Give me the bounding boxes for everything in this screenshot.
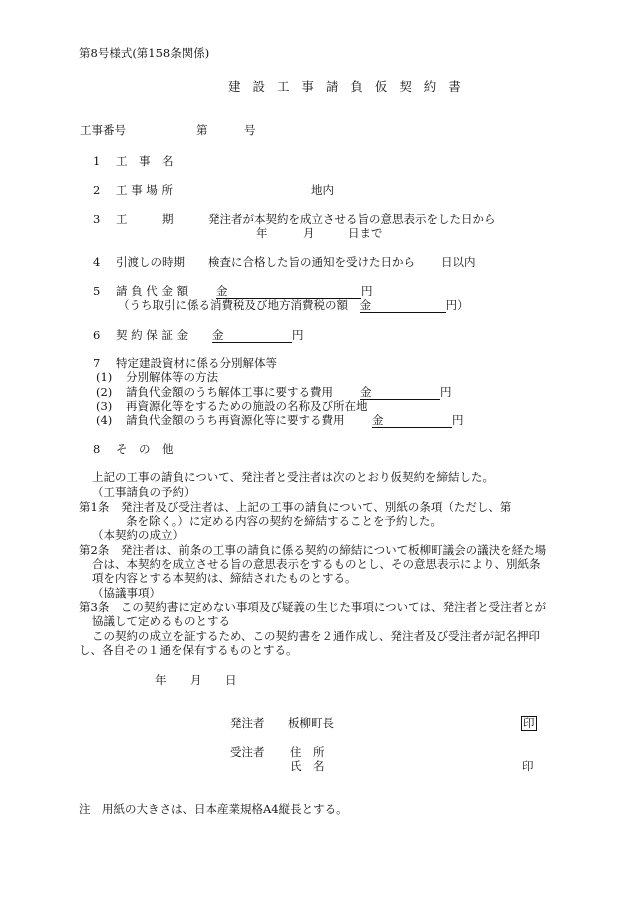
item-7-sub-2-number: (2): [96, 385, 113, 399]
item-4-number: 4: [93, 255, 101, 269]
contract-amount-kin: 金: [216, 284, 228, 298]
item-7-number: 7: [93, 356, 101, 370]
item-3-label: 工 期: [116, 212, 174, 226]
item-2-suffix: 地内: [311, 183, 334, 197]
guarantee-yen: 円: [292, 328, 304, 342]
item-3-month: 月: [303, 226, 315, 240]
recycling-cost-field[interactable]: [372, 413, 464, 428]
item-7-label: 特定建設資材に係る分別解体等: [116, 356, 277, 370]
item-3-year: 年: [256, 226, 268, 240]
clause-2-line-3: 項を内容とする本契約は、締結されたものとする。: [92, 571, 357, 585]
paper-size-note: 注 用紙の大きさは、日本産業規格A4縦長とする。: [79, 802, 348, 816]
item-1-label: 工 事 名: [116, 154, 174, 168]
item-3-number: 3: [93, 212, 101, 226]
contractor-address-label: 住 所: [290, 745, 325, 759]
item-4-text: 検査に合格した旨の通知を受けた日から: [208, 255, 415, 269]
guarantee-underline: [212, 328, 292, 343]
clause-2-line-2: 合は、本契約を成立させる旨の意思表示をするものとし、その意思表示により、別紙条: [92, 557, 541, 571]
closing-line-1: この契約の成立を証するため、この契約書を２通作成し、発注者及び受注者が記名押印: [92, 629, 541, 643]
item-4-suffix: 日以内: [441, 255, 476, 269]
form-label: 第8号様式(第158条関係): [79, 46, 210, 60]
recycling-cost-underline: [372, 413, 452, 428]
clause-3-line-1: 第3条 この契約書に定めない事項及び疑義の生じた事項については、発注者と受注者とが: [79, 600, 547, 614]
item-2-label: 工 事 場 所: [116, 183, 173, 197]
clause-3-heading: （協議事項）: [92, 586, 161, 600]
item-2-number: 2: [93, 183, 101, 197]
construction-no-label: 工事番号: [80, 123, 126, 137]
tax-amount-yen: 円）: [445, 298, 469, 312]
date-year: 年: [155, 673, 167, 687]
item-5-number: 5: [93, 284, 101, 298]
item-3-day-end: 日まで: [348, 226, 383, 240]
item-7-sub-1-number: (1): [96, 370, 113, 384]
body-intro: 上記の工事の請負について、発注者と受注者は次のとおり仮契約を締結した。: [92, 470, 495, 484]
closing-line-2: し、各自その１通を保有するものとする。: [79, 643, 298, 657]
item-6-label: 契 約 保 証 金: [116, 328, 189, 342]
item-5-label: 請 負 代 金 額: [116, 284, 189, 298]
contract-amount-yen: 円: [361, 284, 373, 298]
date-month: 月: [190, 673, 202, 687]
demolition-cost-field[interactable]: [360, 385, 452, 400]
contractor-label: 受注者: [230, 745, 265, 759]
clause-2-heading: （本契約の成立）: [92, 528, 184, 542]
contractor-seal-mark: 印: [522, 759, 534, 773]
guarantee-kin: 金: [212, 328, 224, 342]
orderer-seal-mark: 印: [523, 716, 535, 730]
item-6-number: 6: [93, 328, 101, 342]
clause-1-line-2: 条を除く。）に定める内容の契約を締結することを予約した。: [126, 514, 443, 528]
document-title: 建 設 工 事 請 負 仮 契 約 書: [228, 79, 465, 94]
tax-amount-kin: 金: [359, 298, 372, 312]
clause-1-heading: （工事請負の予約）: [92, 485, 196, 499]
item-7-sub-4-number: (4): [96, 413, 113, 427]
demolition-cost-underline: [360, 385, 440, 400]
item-7-sub-3-text: 再資源化等をするための施設の名称及び所在地: [126, 399, 368, 413]
item-8-number: 8: [93, 442, 101, 456]
contractor-name-label: 氏 名: [290, 759, 325, 773]
date-day: 日: [225, 673, 237, 687]
tax-amount-prefix: （うち取引に係る消費税及び地方消費税の額: [118, 298, 348, 312]
guarantee-field[interactable]: [212, 328, 304, 343]
demolition-cost-kin: 金: [360, 385, 372, 399]
item-7-sub-4-text: 請負代金額のうち再資源化等に要する費用: [126, 413, 345, 427]
tax-amount-underline: [360, 298, 446, 313]
clause-3-line-2: 協議して定めるものとする: [92, 614, 230, 628]
clause-2-line-1: 第2条 発注者は、前条の工事の請負に係る契約の締結について板柳町議会の議決を経た場: [79, 543, 547, 557]
orderer-name: 板柳町長: [288, 716, 334, 730]
item-8-label: そ の 他: [116, 442, 174, 456]
item-7-sub-3-number: (3): [96, 399, 113, 413]
item-7-sub-1-text: 分別解体等の方法: [126, 370, 218, 384]
recycling-cost-yen: 円: [452, 413, 464, 427]
tax-amount-line[interactable]: [118, 298, 469, 313]
contract-amount-field[interactable]: [216, 284, 373, 299]
contract-amount-underline: [216, 284, 361, 299]
recycling-cost-kin: 金: [372, 413, 384, 427]
construction-no-dai: 第: [196, 123, 208, 137]
construction-no-go: 号: [244, 123, 256, 137]
item-3-text: 発注者が本契約を成立させる旨の意思表示をした日から: [208, 212, 496, 226]
demolition-cost-yen: 円: [440, 385, 452, 399]
clause-1-line-1: 第1条 発注者及び受注者は、上記の工事の請負について、別紙の条項（ただし、第: [79, 500, 512, 514]
item-4-label: 引渡しの時期: [116, 255, 185, 269]
item-1-number: 1: [93, 154, 101, 168]
item-7-sub-2-text: 請負代金額のうち解体工事に要する費用: [126, 385, 333, 399]
orderer-label: 発注者: [230, 716, 265, 730]
